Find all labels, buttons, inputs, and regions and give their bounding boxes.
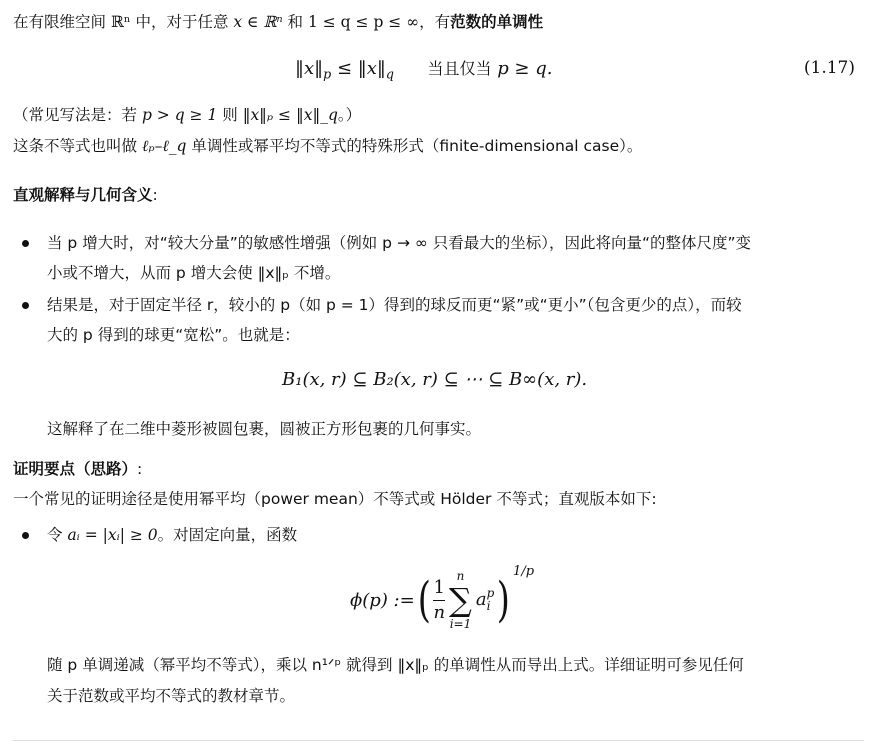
main-eq-rhs: ‖x‖: [357, 58, 386, 79]
term-sup: p: [486, 586, 495, 600]
right-paren: ): [497, 572, 511, 628]
common-form-cond: p > q ≥ 1: [141, 106, 218, 124]
term-sub: i: [486, 599, 491, 613]
fraction-bar: [433, 600, 445, 601]
intro-mid2: 和: [282, 13, 308, 31]
space-symbol: ℝⁿ: [110, 13, 131, 31]
outer-exponent: 1/p: [513, 564, 535, 579]
left-paren: (: [417, 572, 431, 628]
equation-number: (1.17): [803, 58, 855, 78]
also-called-post: 单调性或幂平均不等式的特殊形式（finite-dimensional case）。: [186, 137, 643, 155]
bullet2-line1: 结果是，对于固定半径 r，较小的 p（如 p = 1）得到的球反而更“紧”或“更小”（包含更少的点），而较: [47, 296, 742, 314]
intro-condition-x: x ∈ ℝⁿ: [233, 13, 283, 31]
main-eq-iff: 当且仅当: [427, 59, 492, 78]
intro-line: [13, 11, 543, 33]
summation: [449, 569, 472, 631]
main-eq-cond: p ≥ q.: [497, 58, 553, 79]
bullet3-line: [47, 524, 297, 546]
conclusion-line2: 关于范数或平均不等式的教材章节。: [47, 687, 296, 705]
fraction-numerator: 1: [433, 576, 445, 598]
geometry-note: 这解释了在二维中菱形被圆包裹，圆被正方形包裹的几何事实。: [47, 420, 482, 438]
section2-title-text: 证明要点（思路）: [13, 460, 138, 478]
phi-lhs: ϕ(p) :=: [350, 589, 415, 611]
intro-mid3: ，有: [419, 13, 451, 31]
bullet2-line2: 大的 p 得到的球更“宽松”。也就是：: [47, 326, 300, 344]
section2-colon: :: [137, 460, 143, 478]
bottom-divider: [13, 740, 864, 741]
intro-mid1: 中，对于任意: [130, 13, 234, 31]
intro-condition-pq: 1 ≤ q ≤ p ≤ ∞: [307, 13, 420, 31]
sum-term: [476, 587, 494, 613]
also-called-line: [13, 135, 642, 157]
section-title-intuition: [13, 184, 158, 206]
main-equation: [295, 56, 552, 82]
bullet3-math: aᵢ = |xᵢ| ≥ 0: [67, 526, 158, 544]
common-form-line: [13, 104, 361, 126]
section1-title-text: 直观解释与几何含义: [13, 186, 153, 204]
section-title-proof: [13, 458, 142, 480]
fraction-denominator: n: [433, 601, 446, 623]
also-called-pre: 这条不等式也叫做: [13, 137, 142, 155]
bullet-dot: [22, 240, 29, 247]
common-form-text: （常见写法是：若: [13, 106, 142, 124]
ball-inclusion-equation: B₁(x, r) ⊆ B₂(x, r) ⊆ ⋯ ⊆ B∞(x, r).: [282, 369, 588, 390]
bullet3-pre: 令: [47, 526, 68, 544]
common-form-then: 则: [217, 106, 243, 124]
sum-lower: i=1: [449, 617, 472, 631]
fraction: [433, 577, 445, 624]
main-eq-rhs-sub: q: [385, 66, 394, 82]
main-eq-lhs-sub: p: [323, 66, 332, 82]
phi-equation: [350, 560, 534, 640]
bullet-dot: [22, 532, 29, 539]
proof-intro: 一个常见的证明途径是使用幂平均（power mean）不等式或 Hölder 不等式；直观版本如下:: [13, 490, 657, 508]
sum-upper: n: [456, 569, 465, 583]
conclusion-line1: 随 p 单调递减（幂平均不等式），乘以 n¹ᐟᵖ 就得到 ‖x‖ₚ 的单调性从而导出上式。详细证明可参见任何: [47, 656, 744, 674]
main-eq-rel: ≤: [331, 58, 358, 79]
also-called-math: ℓₚ–ℓ_q: [141, 137, 187, 155]
common-form-ineq: ‖x‖ₚ ≤ ‖x‖_q: [242, 106, 338, 124]
section1-colon: :: [152, 186, 158, 204]
bullet1-line2: 小或不增大，从而 p 增大会使 ‖x‖ₚ 不增。: [47, 264, 341, 282]
bold-term: 范数的单调性: [450, 13, 544, 31]
main-eq-lhs: ‖x‖: [295, 58, 324, 79]
bullet3-post: 。对固定向量，函数: [157, 526, 298, 544]
sigma-symbol: ∑: [449, 581, 472, 619]
common-form-end: 。）: [337, 106, 362, 124]
bullet-dot: [22, 302, 29, 309]
intro-prefix: 在有限维空间: [13, 13, 111, 31]
bullet1-line1: 当 p 增大时，对“较大分量”的敏感性增强（例如 p → ∞ 只看最大的坐标），因此将向量“的整体尺度”变: [47, 234, 752, 252]
term-base: a: [475, 589, 487, 610]
